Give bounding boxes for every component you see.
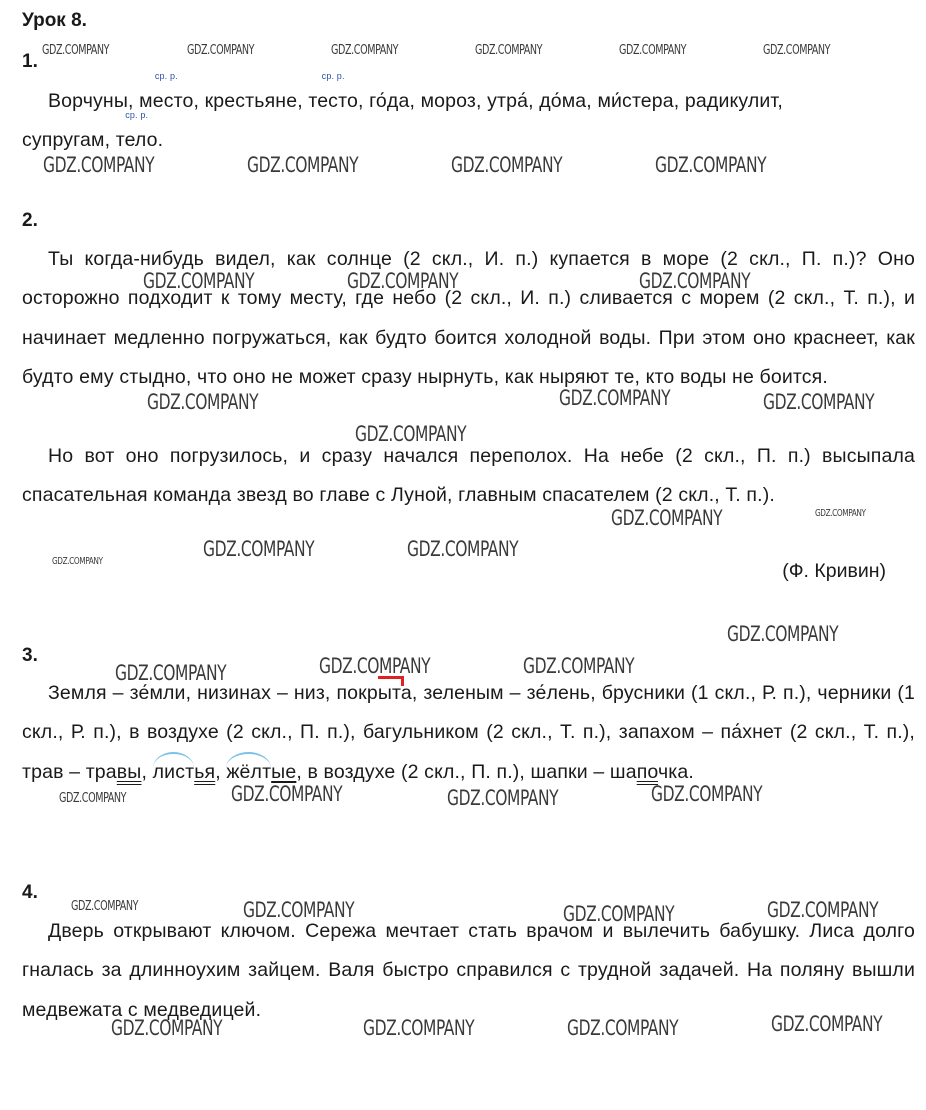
watermark: GDZ.COMPANY — [447, 786, 559, 810]
root-arc: жёлт — [226, 760, 272, 783]
exercise-1-text: Ворчуны, место ср. р. , крестьяне, тесто ср. р. , го́да, мороз, утра́, до́ма, ми́стера, радикулит, супругам, тело ср. р. . — [22, 71, 783, 152]
ending-mark: ые — [271, 760, 297, 783]
watermark: GDZ.COMPANY — [71, 899, 139, 914]
exercise-2-number: 2. — [22, 210, 38, 231]
watermark: GDZ.COMPANY — [407, 537, 519, 561]
ending-mark: вы — [116, 760, 142, 783]
suffix-mark: по — [636, 760, 658, 783]
author: (Ф. Кривин) — [782, 560, 886, 582]
watermark: GDZ.COMPANY — [771, 1012, 883, 1036]
exercise-1-number: 1. — [22, 51, 38, 72]
watermark: GDZ.COMPANY — [319, 654, 431, 678]
watermark: GDZ.COMPANY — [815, 508, 866, 519]
watermark: GDZ.COMPANY — [655, 153, 767, 177]
watermark: GDZ.COMPANY — [567, 1016, 679, 1040]
watermark: GDZ.COMPANY — [523, 654, 635, 678]
watermark: GDZ.COMPANY — [111, 1016, 223, 1040]
watermark: GDZ.COMPANY — [651, 782, 763, 806]
watermark: GDZ.COMPANY — [767, 898, 879, 922]
gender-mark: ср. р. — [154, 71, 178, 81]
watermark: GDZ.COMPANY — [331, 43, 399, 58]
noun-mesto: место ср. р. — [139, 71, 194, 112]
watermark: GDZ.COMPANY — [43, 153, 155, 177]
watermark: GDZ.COMPANY — [611, 506, 723, 530]
exercise-3-text: Земля – зе́мли, низинах – низ, покрыта, зеленым – зе́лень, брусники (1 скл., Р. п.), черники (1 скл., Р. п.), в воздухе (2 скл., П. п.), багульником (2 скл., Т. п.), запахом – па́хнет (2 скл., Т. п.), трав – травы, листья, жёлтые, в воздухе (2 скл., П. п.), шапки – шапочка. — [22, 682, 915, 783]
watermark: GDZ.COMPANY — [247, 153, 359, 177]
exercise-3-number: 3. — [22, 645, 38, 666]
gender-mark: ср. р. — [125, 110, 149, 121]
watermark: GDZ.COMPANY — [243, 898, 355, 922]
watermark: GDZ.COMPANY — [52, 556, 103, 567]
lesson-title: Урок 8. — [22, 10, 87, 31]
watermark: GDZ.COMPANY — [59, 791, 127, 806]
root-arc: лист — [152, 760, 195, 783]
noun-telo: тело ср. р. — [115, 110, 158, 152]
watermark: GDZ.COMPANY — [475, 43, 543, 58]
watermark: GDZ.COMPANY — [347, 269, 459, 293]
watermark: GDZ.COMPANY — [639, 269, 751, 293]
watermark: GDZ.COMPANY — [355, 422, 467, 446]
gender-mark: ср. р. — [321, 71, 345, 81]
watermark: GDZ.COMPANY — [763, 43, 831, 58]
watermark: GDZ.COMPANY — [763, 390, 875, 414]
exercise-2-paragraph-2: Но вот оно погрузилось, и сразу начался переполох. На небе (2 скл., П. п.) высыпала спасательная команда звезд во главе с Луной, главным спасателем (2 скл., Т. п.). — [22, 445, 915, 507]
noun-testo: тесто ср. р. — [308, 71, 358, 112]
watermark: GDZ.COMPANY — [187, 43, 255, 58]
exercise-2-paragraph-1: Ты когда-нибудь видел, как солнце (2 скл., И. п.) купается в море (2 скл., П. п.)? Оно осторожно подходит к тому месту, где небо (2 скл., И. п.) сливается с морем (2 скл., Т. п.), и начинает медленно погружаться, как будто боится холодной воды. При этом оно краснеет, как будто ему стыдно, что оно не может сразу нырнуть, как ныряют те, кто воды не боится. — [22, 248, 915, 388]
watermark: GDZ.COMPANY — [143, 269, 255, 293]
watermark: GDZ.COMPANY — [363, 1016, 475, 1040]
exercise-4-number: 4. — [22, 882, 38, 903]
watermark: GDZ.COMPANY — [42, 43, 110, 58]
watermark: GDZ.COMPANY — [619, 43, 687, 58]
watermark: GDZ.COMPANY — [203, 537, 315, 561]
watermark: GDZ.COMPANY — [451, 153, 563, 177]
watermark: GDZ.COMPANY — [563, 902, 675, 926]
watermark: GDZ.COMPANY — [231, 782, 343, 806]
watermark: GDZ.COMPANY — [727, 622, 839, 646]
watermark: GDZ.COMPANY — [559, 386, 671, 410]
watermark: GDZ.COMPANY — [147, 390, 259, 414]
watermark: GDZ.COMPANY — [115, 661, 227, 685]
exercise-4-text: Дверь открывают ключом. Сережа мечтает стать врачом и вылечить бабушку. Лиса долго гналась за длинноухим зайцем. Валя быстро справился с трудной задачей. На поляну вышли медвежата с медведицей. — [22, 920, 915, 1021]
ending-mark: ья — [194, 760, 216, 783]
